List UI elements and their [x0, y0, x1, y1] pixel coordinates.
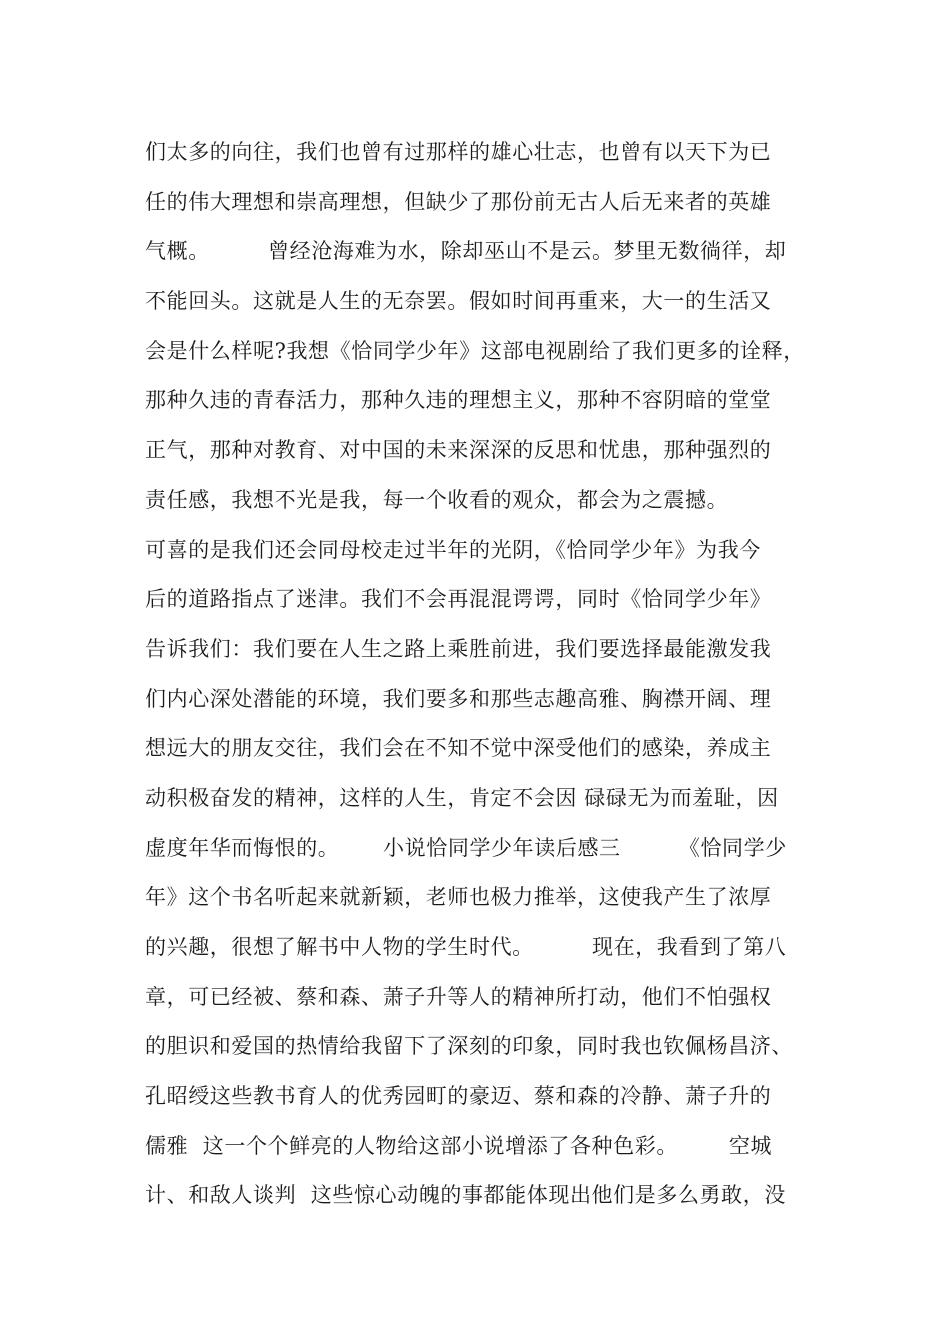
text-line: 想远大的朋友交往，我们会在不知不觉中深受他们的感染，养成主 [145, 736, 772, 761]
text-line: 气概。 曾经沧海难为水，除却巫山不是云。梦里无数徜徉，却 [145, 239, 787, 264]
text-line: 正气，那种对教育、对中国的未来深深的反思和忧患，那种强烈的 [145, 438, 772, 463]
text-line: 们太多的向往，我们也曾有过那样的雄心壮志，也曾有以天下为已 [145, 140, 772, 164]
text-line: 的兴趣，很想了解书中人物的学生时代。 现在，我看到了第八 [145, 935, 787, 959]
text-line: 虚度年华而悔恨的。 小说恰同学少年读后感三 《恰同学少 [145, 835, 787, 860]
text-line: 任的伟大理想和崇高理想，但缺少了那份前无古人后无来者的英雄 [145, 189, 772, 214]
text-line: 可喜的是我们还会同母校走过半年的光阴，《恰同学少年》为我今 [145, 537, 761, 562]
text-line: 年》这个书名听起来就新颖，老师也极力推举，这使我产生了浓厚 [145, 885, 772, 910]
text-line: 的胆识和爱国的热情给我留下了深刻的印象，同时我也钦佩杨昌济、 [145, 1034, 793, 1059]
text-line: 动积极奋发的精神，这样的人生，肯定不会因 碌碌无为而羞耻，因 [145, 785, 779, 810]
text-line: 责任感，我想不光是我，每一个收看的观众，都会为之震撼。 [145, 487, 729, 512]
text-line: 儒雅 这一个个鲜亮的人物给这部小说增添了各种色彩。 空城 [145, 1133, 773, 1158]
text-line: 会是什么样呢?我想《恰同学少年》这部电视剧给了我们更多的诠释， [145, 338, 805, 363]
text-line: 告诉我们：我们要在人生之路上乘胜前进，我们要选择最能激发我 [145, 636, 772, 661]
text-line: 那种久违的青春活力，那种久违的理想主义，那种不容阴暗的堂堂 [145, 388, 772, 413]
text-line: 孔昭绶这些教书育人的优秀园町的豪迈、蔡和森的冷静、萧子升的 [145, 1084, 772, 1109]
text-line: 计、和敌人谈判 这些惊心动魄的事都能体现出他们是多么勇敢，没 [145, 1183, 786, 1208]
text-line: 后的道路指点了迷津。我们不会再混混谔谔，同时《恰同学少年》 [145, 587, 772, 612]
body-text [145, 133, 815, 1226]
text-line: 章，可已经被、蔡和森、萧子升等人的精神所打动，他们不怕强权 [145, 984, 772, 1009]
text-line: 们内心深处潜能的环境，我们要多和那些志趣高雅、胸襟开阔、理 [145, 686, 772, 711]
text-line: 不能回头。这就是人生的无奈罢。假如时间再重来，大一的生活又 [145, 289, 772, 314]
